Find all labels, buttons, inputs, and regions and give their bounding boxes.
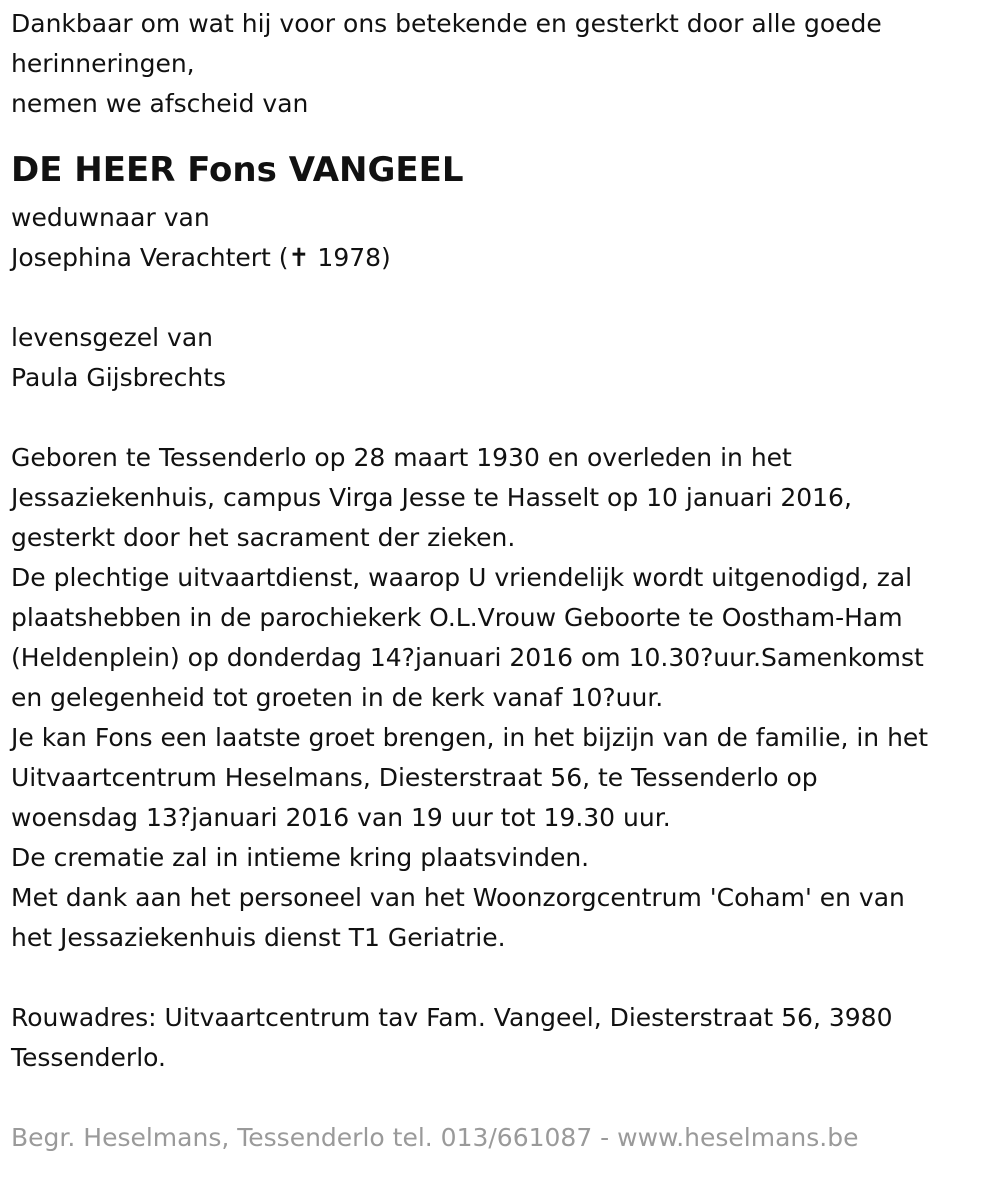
spacer (11, 958, 991, 998)
address-section (11, 998, 991, 1078)
body-line: Je kan Fons een laatste groet brengen, in het bijzijn van de familie, in het (11, 723, 929, 752)
body-line: gesterkt door het sacrament der zieken. (11, 523, 516, 552)
body-line: Met dank aan het personeel van het Woonzorgcentrum 'Coham' en van (11, 883, 905, 912)
address-line: Rouwadres: Uitvaartcentrum tav Fam. Vangeel, Diesterstraat 56, 3980 (11, 1003, 893, 1032)
funeral-home-footer: Begr. Heselmans, Tessenderlo tel. 013/661087 - www.heselmans.be (11, 1123, 859, 1152)
body-line: het Jessaziekenhuis dienst T1 Geriatrie. (11, 923, 506, 952)
body-line: (Heldenplein) op donderdag 14?januari 2016 om 10.30?uur.Samenkomst (11, 643, 924, 672)
deceased-name-title: DE HEER Fons VANGEEL (11, 150, 464, 190)
body-section (11, 438, 991, 958)
intro-line: Dankbaar om wat hij voor ons betekende en gesterkt door alle goede (11, 9, 882, 38)
body-line: Geboren te Tessenderlo op 28 maart 1930 en overleden in het (11, 443, 792, 472)
body-line: De plechtige uitvaartdienst, waarop U vriendelijk wordt uitgenodigd, zal (11, 563, 913, 592)
body-line: en gelegenheid tot groeten in de kerk vanaf 10?uur. (11, 683, 664, 712)
address-line: Tessenderlo. (11, 1043, 166, 1072)
spouse-section (11, 198, 991, 278)
spacer (11, 1078, 991, 1118)
body-line: plaatshebben in de parochiekerk O.L.Vrouw Geboorte te Oostham-Ham (11, 603, 903, 632)
body-line: Jessaziekenhuis, campus Virga Jesse te Hasselt op 10 januari 2016, (11, 483, 852, 512)
intro-line: nemen we afscheid van (11, 89, 309, 118)
intro-line: herinneringen, (11, 49, 195, 78)
partner-name: Paula Gijsbrechts (11, 363, 227, 392)
body-line: Uitvaartcentrum Heselmans, Diesterstraat 56, te Tessenderlo op (11, 763, 818, 792)
spouse-name: Josephina Verachtert (✝ 1978) (11, 243, 391, 272)
partner-label: levensgezel van (11, 323, 213, 352)
spouse-label: weduwnaar van (11, 203, 210, 232)
partner-section (11, 318, 991, 398)
spacer (11, 278, 991, 318)
body-line: woensdag 13?januari 2016 van 19 uur tot 19.30 uur. (11, 803, 671, 832)
obituary-notice (11, 0, 991, 1158)
spacer (11, 398, 991, 438)
intro-section (11, 4, 991, 124)
body-line: De crematie zal in intieme kring plaatsvinden. (11, 843, 590, 872)
